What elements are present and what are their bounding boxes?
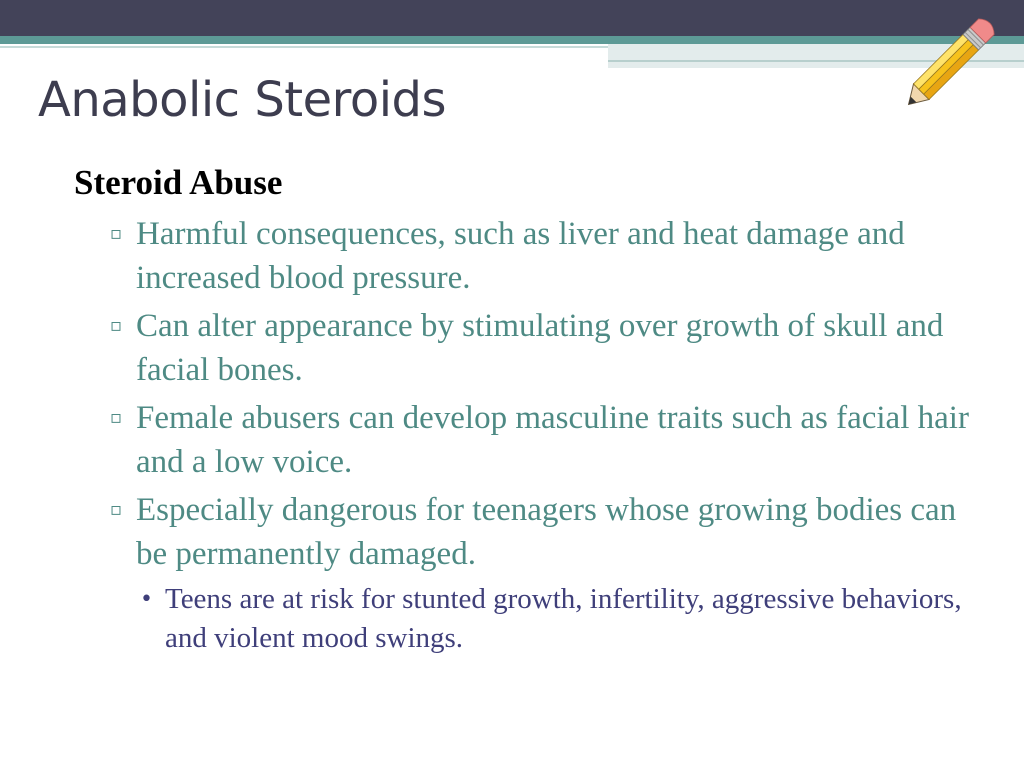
- bullet-list: [74, 212, 974, 576]
- sub-bullet-list: [74, 580, 974, 658]
- bullet-marker: ▫: [110, 407, 123, 428]
- header-band: [0, 0, 1024, 36]
- bullet-marker: ▫: [110, 223, 123, 244]
- bullet-marker: ▫: [110, 499, 123, 520]
- bullet-text: Female abusers can develop masculine traits such as facial hair and a low voice.: [136, 400, 969, 480]
- bullet-item: [74, 304, 974, 392]
- bullet-text: Harmful consequences, such as liver and heat damage and increased blood pressure.: [136, 216, 905, 296]
- bullet-item: [74, 488, 974, 576]
- section-heading: Steroid Abuse: [74, 163, 283, 202]
- slide-title: Anabolic Steroids: [38, 72, 447, 128]
- header-accent-line: [0, 46, 608, 48]
- pencil-icon: [898, 10, 1004, 114]
- sub-bullet-marker: •: [140, 587, 153, 612]
- bullet-item: [74, 396, 974, 484]
- header-accent-stripe: [0, 36, 1024, 44]
- slide-body: [74, 160, 974, 658]
- sub-bullet-item: [74, 580, 974, 658]
- bullet-text: Especially dangerous for teenagers whose growing bodies can be permanently damaged.: [136, 492, 957, 572]
- bullet-text: Can alter appearance by stimulating over growth of skull and facial bones.: [136, 308, 944, 388]
- sub-bullet-text: Teens are at risk for stunted growth, infertility, aggressive behaviors, and violent mood swings.: [165, 583, 962, 654]
- bullet-marker: ▫: [110, 315, 123, 336]
- bullet-item: [74, 212, 974, 300]
